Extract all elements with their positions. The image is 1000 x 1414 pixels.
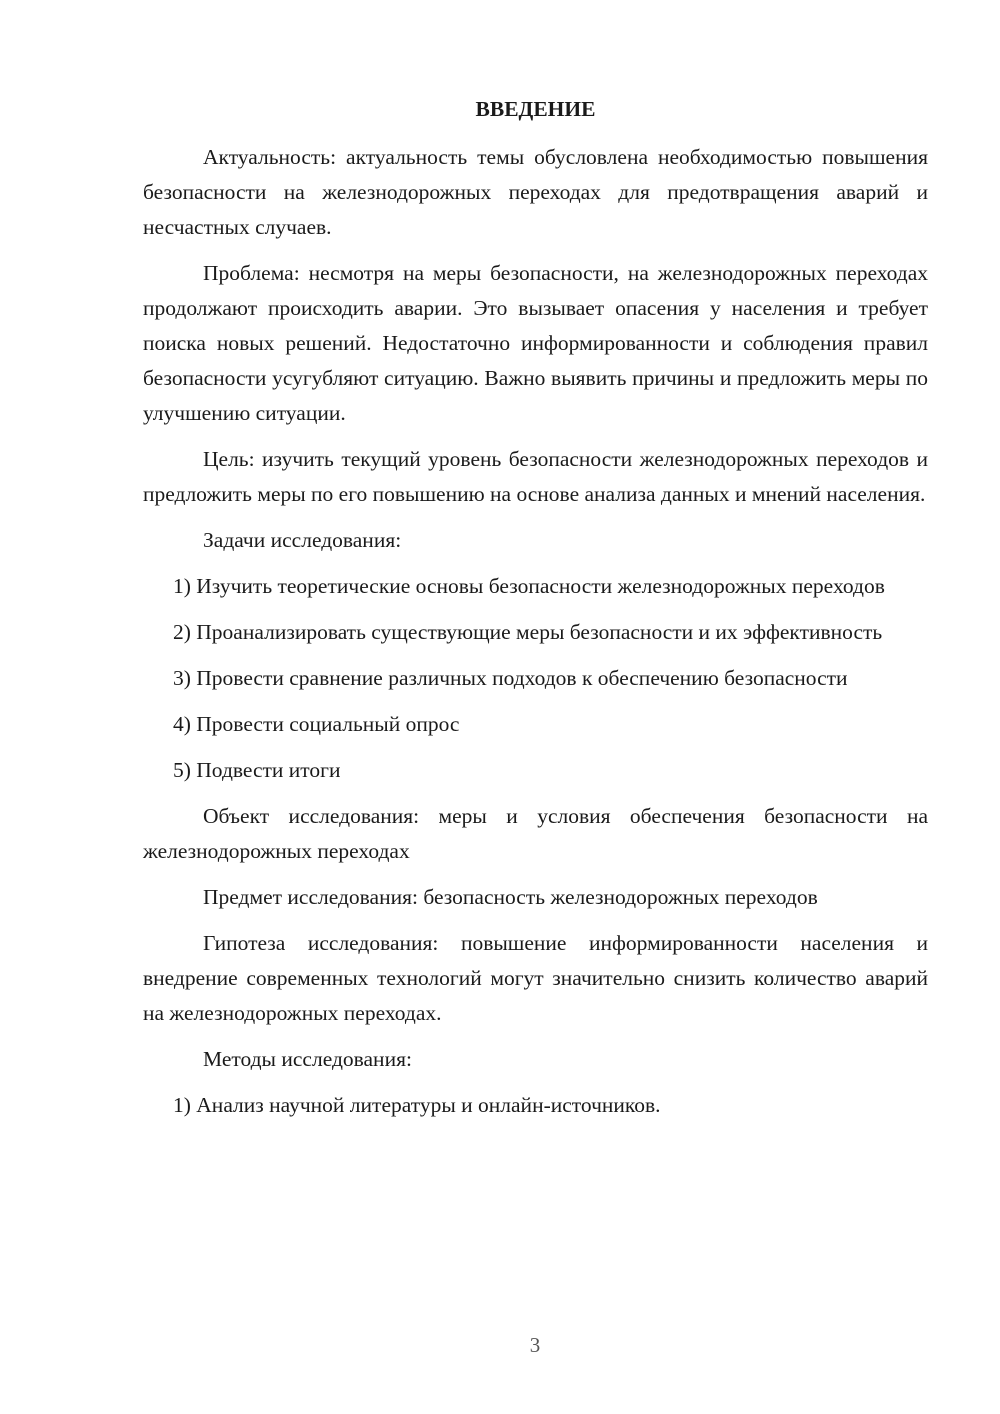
section-heading: ВВЕДЕНИЕ xyxy=(475,97,596,121)
page-content xyxy=(143,94,928,1134)
task-item-1: 1) Изучить теоретические основы безопасности железнодорожных переходов xyxy=(173,574,885,598)
methods-title: Методы исследования: xyxy=(203,1047,412,1071)
task-item-5: 5) Подвести итоги xyxy=(173,758,341,782)
subject-paragraph: Предмет исследования: безопасность железнодорожных переходов xyxy=(203,885,818,909)
goal-paragraph: Цель: изучить текущий уровень безопасности железнодорожных переходов и предложить меры по его повышению на основе анализа данных и мнений населения. xyxy=(143,447,928,506)
hypothesis-paragraph: Гипотеза исследования: повышение информированности населения и внедрение современных технологий могут значительно снизить количество аварий на железнодорожных переходах. xyxy=(143,931,928,1025)
object-paragraph: Объект исследования: меры и условия обеспечения безопасности на железнодорожных переходах xyxy=(143,804,928,863)
relevance-paragraph: Актуальность: актуальность темы обусловлена необходимостью повышения безопасности на железнодорожных переходах для предотвращения аварий и несчастных случаев. xyxy=(143,145,928,239)
tasks-title: Задачи исследования: xyxy=(203,528,402,552)
page-number: 3 xyxy=(529,1333,541,1357)
task-item-2: 2) Проанализировать существующие меры безопасности и их эффективность xyxy=(173,620,883,644)
method-item-1: 1) Анализ научной литературы и онлайн-источников. xyxy=(173,1093,661,1117)
problem-paragraph: Проблема: несмотря на меры безопасности, на железнодорожных переходах продолжают происходить аварии. Это вызывает опасения у населения и требует поиска новых решений. Недостаточно информированности и соблюдения правил безопасности усугубляют ситуацию. Важно выявить причины и предложить меры по улучшению ситуации. xyxy=(143,261,928,425)
task-item-4: 4) Провести социальный опрос xyxy=(173,712,460,736)
task-item-3: 3) Провести сравнение различных подходов к обеспечению безопасности xyxy=(173,666,848,690)
